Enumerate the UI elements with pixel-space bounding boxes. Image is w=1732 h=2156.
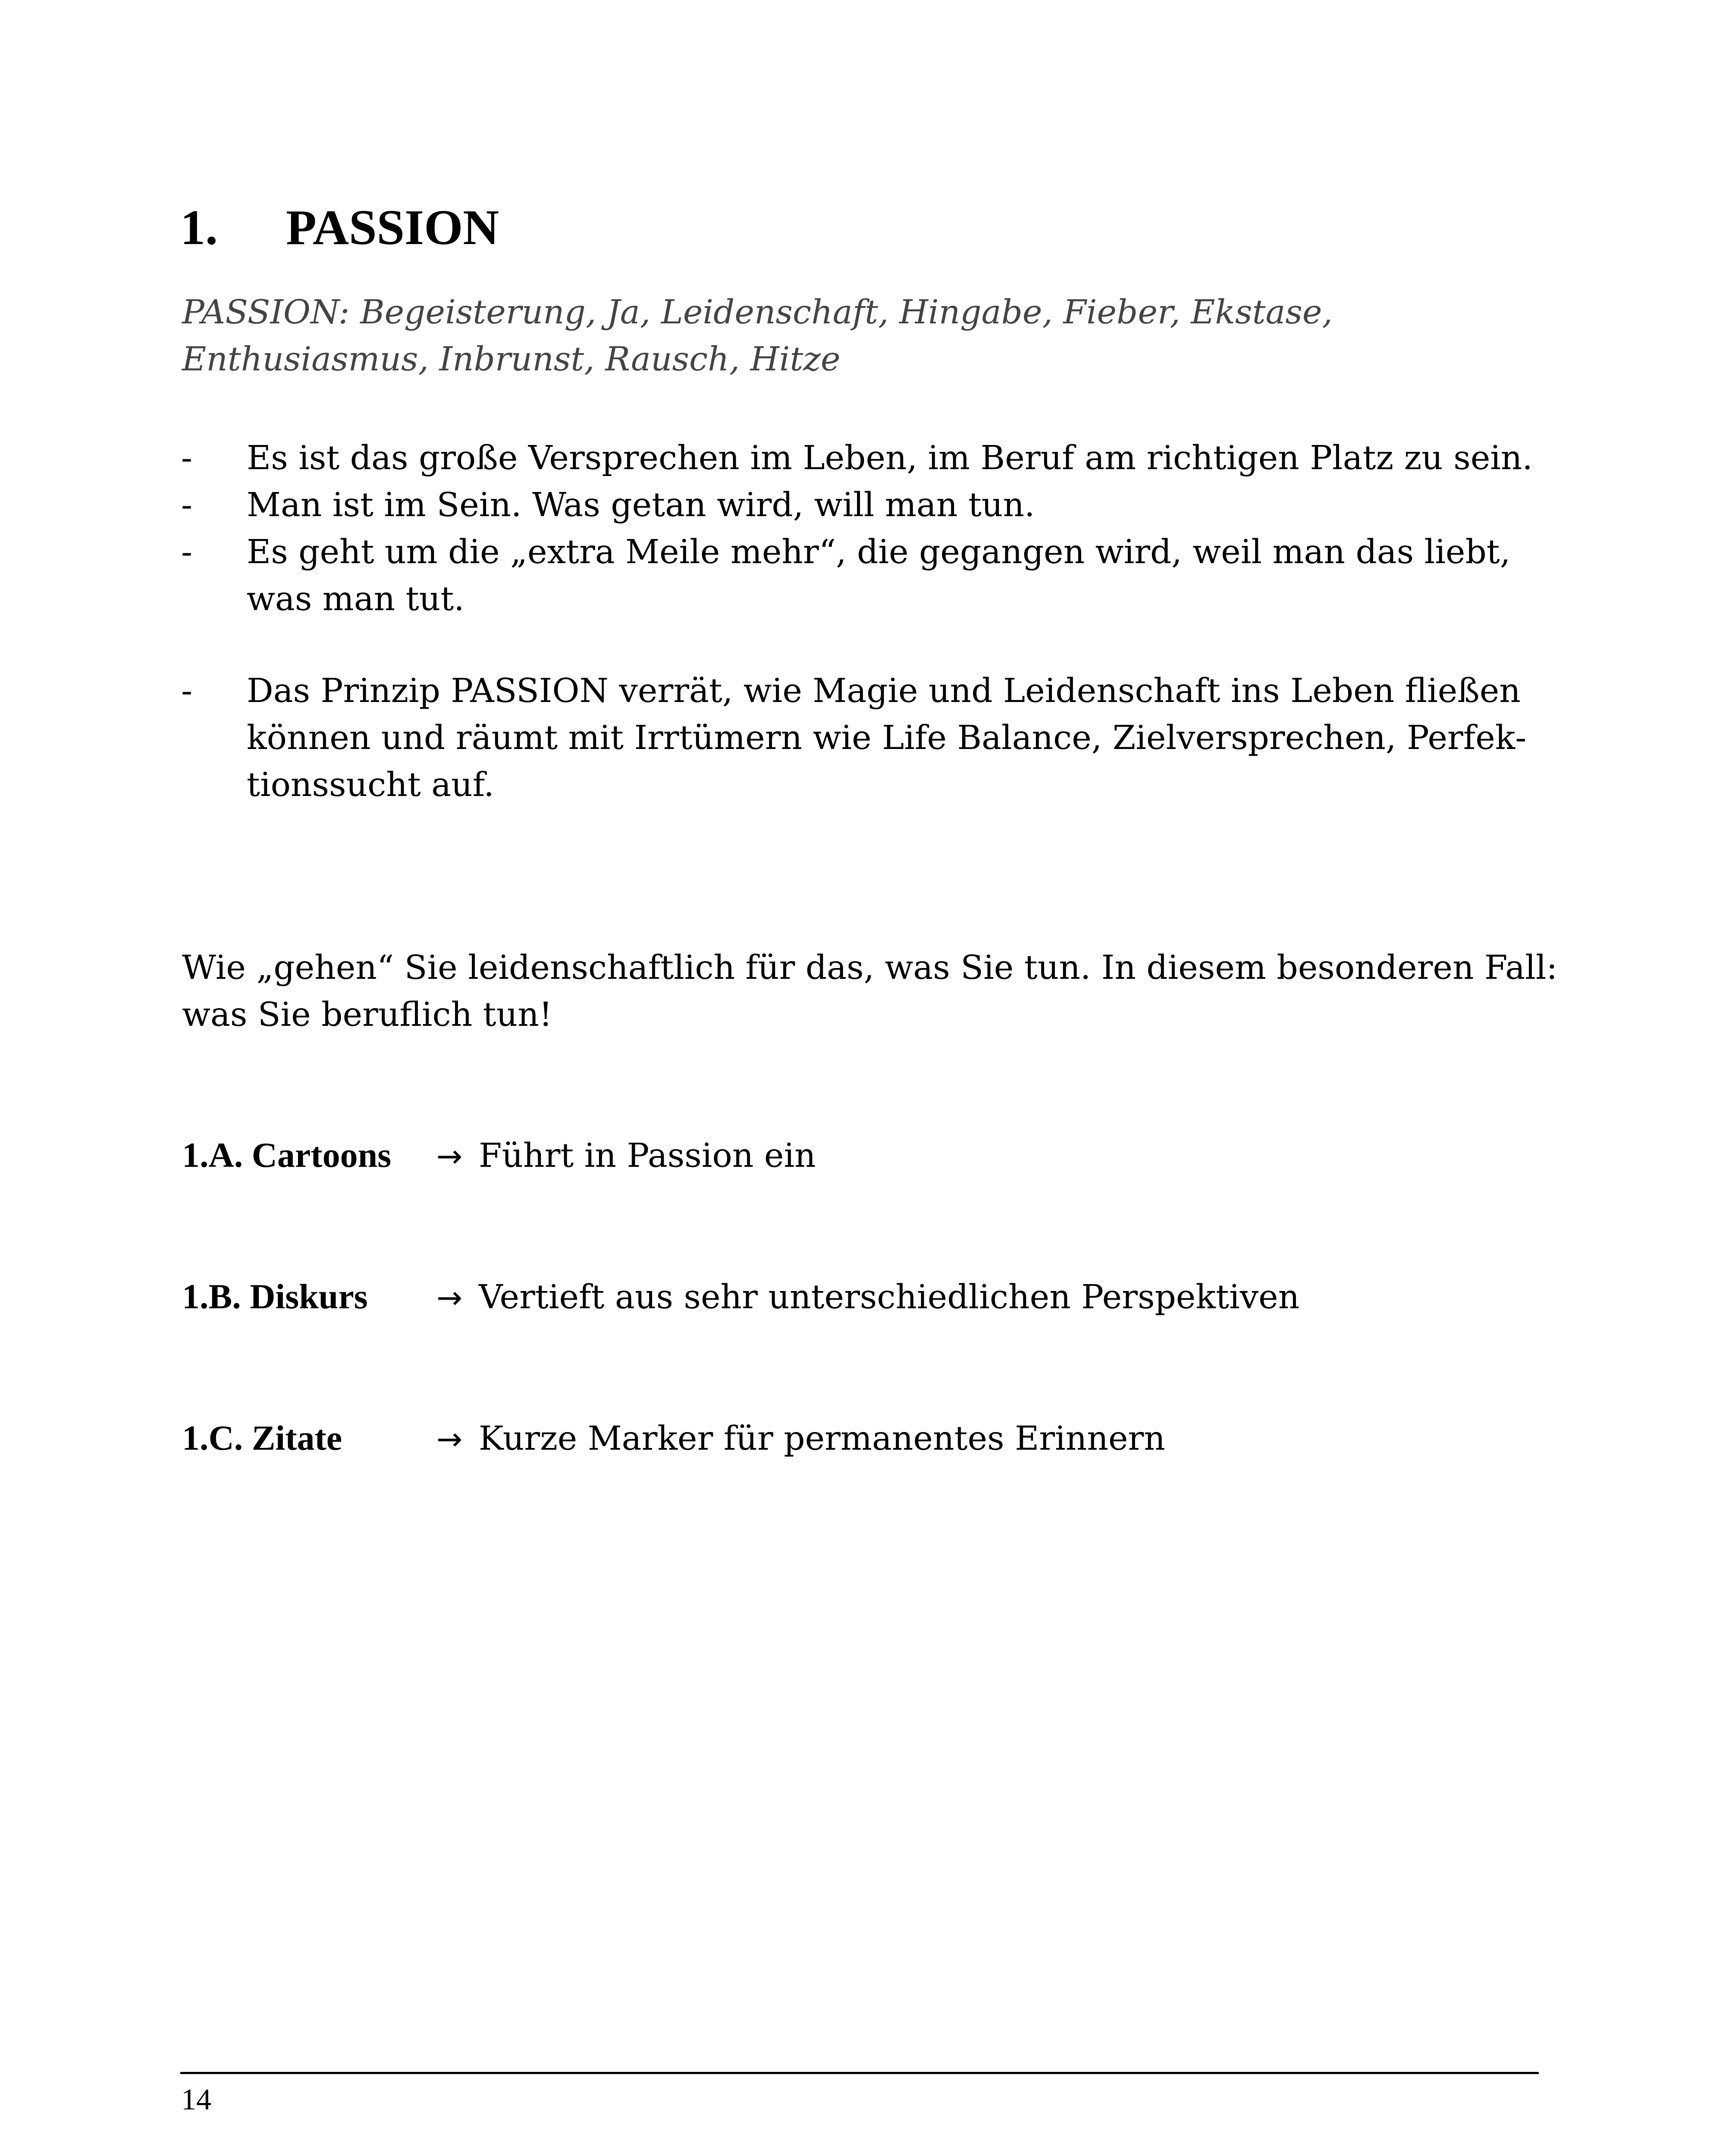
heading-title: PASSION	[286, 200, 499, 255]
bullet-item	[181, 482, 1561, 529]
bullet-text: Das Prinzip PASSION verrät, wie Magie und Leidenschaft ins Leben fließen können und räumt mit Irrtümern wie Life Balance, Zielversprechen, Perfektionssucht auf.	[247, 672, 1527, 804]
section-description: Kurze Marker für permanentes Erinnern	[479, 1420, 1165, 1458]
arrow-right-icon: →	[436, 1279, 463, 1316]
bullet-dash: -	[181, 533, 193, 571]
bullet-dash: -	[181, 672, 193, 710]
arrow-right-icon: →	[436, 1421, 463, 1457]
section-label: 1.C. Zitate	[182, 1418, 342, 1457]
section-description: Vertieft aus sehr unterschiedlichen Perspektiven	[479, 1278, 1300, 1316]
bullet-item	[181, 667, 1561, 808]
bullet-item	[181, 435, 1561, 482]
bullet-text: Es geht um die „extra Meile mehr“, die gegangen wird, weil man das liebt, was man tut.	[247, 533, 1511, 618]
section-entry-cartoons	[182, 1131, 816, 1180]
page-number: 14	[181, 2083, 211, 2116]
section-label: 1.B. Diskurs	[182, 1277, 368, 1316]
bullet-dash: -	[181, 439, 193, 477]
section-description: Führt in Passion ein	[479, 1137, 816, 1175]
bullet-text: Es ist das große Versprechen im Leben, im Beruf am richtigen Platz zu sein.	[247, 439, 1533, 477]
synonyms-paragraph	[182, 289, 1541, 383]
heading-number: 1.	[180, 200, 218, 255]
bullet-text: Man ist im Sein. Was getan wird, will man tun.	[247, 486, 1035, 524]
bullet-list-principle	[181, 667, 1561, 808]
synonyms-list: Begeisterung, Ja, Leidenschaft, Hingabe, Fieber, Ekstase, Enthusiasmus, Inbrunst, Rausch, Hitze	[182, 293, 1333, 379]
section-entry-diskurs	[182, 1273, 1299, 1321]
footer-divider	[180, 2072, 1539, 2074]
bullet-list-main	[181, 435, 1561, 623]
arrow-right-icon: →	[436, 1138, 463, 1174]
synonyms-term: PASSION	[182, 293, 339, 332]
section-label: 1.A. Cartoons	[182, 1135, 392, 1175]
page-title	[180, 200, 499, 255]
synonyms-separator: :	[338, 293, 361, 332]
intro-paragraph: Wie „gehen“ Sie leidenschaftlich für das, was Sie tun. In diesem besonderen Fall: was Sie beruflich tun!	[182, 949, 1558, 1034]
bullet-item	[181, 529, 1561, 623]
bullet-dash: -	[181, 486, 193, 524]
section-entry-zitate	[182, 1414, 1165, 1463]
